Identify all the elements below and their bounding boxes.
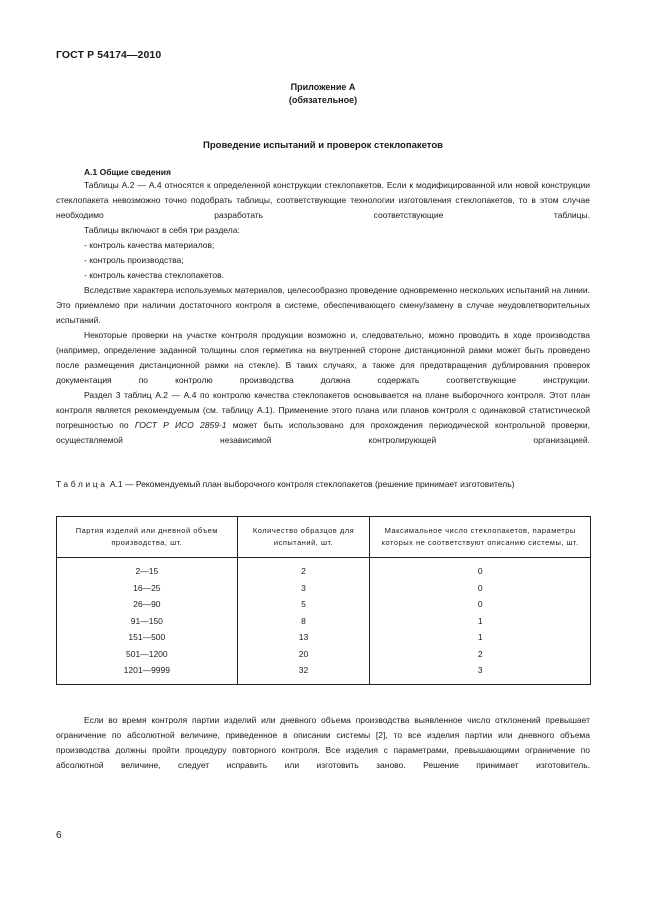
table-cell: 26—90 <box>57 596 238 613</box>
table-cell: 3 <box>370 662 591 684</box>
table-cell: 1 <box>370 629 591 646</box>
table-cell: 2 <box>370 646 591 663</box>
paragraph: Таблицы включают в себя три раздела: <box>84 225 240 235</box>
section-title: А.1 Общие сведения <box>84 167 171 177</box>
paragraph: Таблицы А.2 — А.4 относятся к определенной конструкции стеклопакетов. Если к модифицированной или новой конструкции стеклопакета невозможно точно подобрать таблицы, соответствующие технологии изготовления стеклопакетов, то в этом случае необходимо разработать соответствующие таблицы. <box>56 180 590 220</box>
column-header: Максимальное число стеклопакетов, параметры которых не соответствуют описанию системы, шт. <box>370 517 591 558</box>
list-item: - контроль производства; <box>84 255 184 265</box>
table-cell: 3 <box>237 580 370 597</box>
table-cell: 20 <box>237 646 370 663</box>
table-row <box>57 580 591 597</box>
list-item: - контроль качества стеклопакетов. <box>84 270 224 280</box>
table-row <box>57 613 591 630</box>
standard-reference: ГОСТ Р ИСО 2859-1 <box>134 420 227 430</box>
table-cell: 8 <box>237 613 370 630</box>
table-caption <box>56 477 590 491</box>
appendix-status: (обязательное) <box>288 95 358 105</box>
table-cell: 5 <box>237 596 370 613</box>
page-number: 6 <box>56 830 62 841</box>
sampling-plan-table <box>56 516 591 685</box>
table-row <box>57 558 591 580</box>
table-caption-text: А.1 — Рекомендуемый план выборочного контроля стеклопакетов (решение принимает изготовитель) <box>107 479 515 489</box>
paragraph <box>56 388 590 448</box>
main-title: Проведение испытаний и проверок стеклопакетов <box>203 140 443 151</box>
table-row <box>57 629 591 646</box>
paragraph-text: Раздел 3 таблиц А.2 — А.4 по контролю качества стеклопакетов основывается на плане выборочного контроля. Этот план контроля является рекомендуемым (см. таблицу А.1). Применение этого плана или планов контроля с одинаковой статистической погрешностью по <box>56 390 590 430</box>
column-header: Партия изделий или дневной объем производства, шт. <box>57 517 238 558</box>
section-body <box>56 178 590 448</box>
table-cell: 32 <box>237 662 370 684</box>
table-cell: 1 <box>370 613 591 630</box>
closing-section <box>56 713 590 773</box>
table-cell: 2—15 <box>57 558 238 580</box>
table-cell: 91—150 <box>57 613 238 630</box>
list-item: - контроль качества материалов; <box>84 240 215 250</box>
table-row <box>57 646 591 663</box>
table-cell: 501—1200 <box>57 646 238 663</box>
table-caption-label: Таблица <box>56 479 108 489</box>
appendix-title: Приложение А <box>290 82 356 92</box>
column-header: Количество образцов для испытаний, шт. <box>237 517 370 558</box>
table-cell: 0 <box>370 558 591 580</box>
table-row <box>57 596 591 613</box>
standard-code: ГОСТ Р 54174—2010 <box>56 49 162 61</box>
table-header-row <box>57 517 591 558</box>
table-cell: 1201—9999 <box>57 662 238 684</box>
table-cell: 13 <box>237 629 370 646</box>
paragraph: Вследствие характера используемых материалов, целесообразно проведение одновременно нескольких испытаний на линии. Это приемлемо при наличии достаточного контроля в системе, обеспечивающего смену/замену в случае неудовлетворительных испытаний. <box>56 285 590 325</box>
paragraph-text: может быть использовано для прохождения периодической контрольной проверки, осуществляемой независимой контролирующей организацией. <box>56 420 590 445</box>
table-cell: 151—500 <box>57 629 238 646</box>
table-cell: 2 <box>237 558 370 580</box>
table-cell: 16—25 <box>57 580 238 597</box>
table-cell: 0 <box>370 580 591 597</box>
table-cell: 0 <box>370 596 591 613</box>
table-row <box>57 662 591 684</box>
paragraph: Некоторые проверки на участке контроля продукции возможно и, следовательно, можно проводить в ходе производства (например, определение заданной толщины слоя герметика на внутренней стороне дистанционной рамки может быть проведено после размещения дистанционной рамки на стекле). В таких случаях, а также для предотвращения дублирования проверок документация по контролю производства должна содержать соответствующие инструкции. <box>56 330 590 385</box>
closing-paragraph: Если во время контроля партии изделий или дневного объема производства выявленное число отклонений превышает ограничение по абсолютной величине, приведенное в описании системы [2], то все изделия партии или дневного объема производства должны пройти процедуру повторного контроля. Все изделия с параметрами, превышающими ограничение по абсолютной величине, следует исправить или изготовить заново. Решение принимает изготовитель. <box>56 715 590 770</box>
